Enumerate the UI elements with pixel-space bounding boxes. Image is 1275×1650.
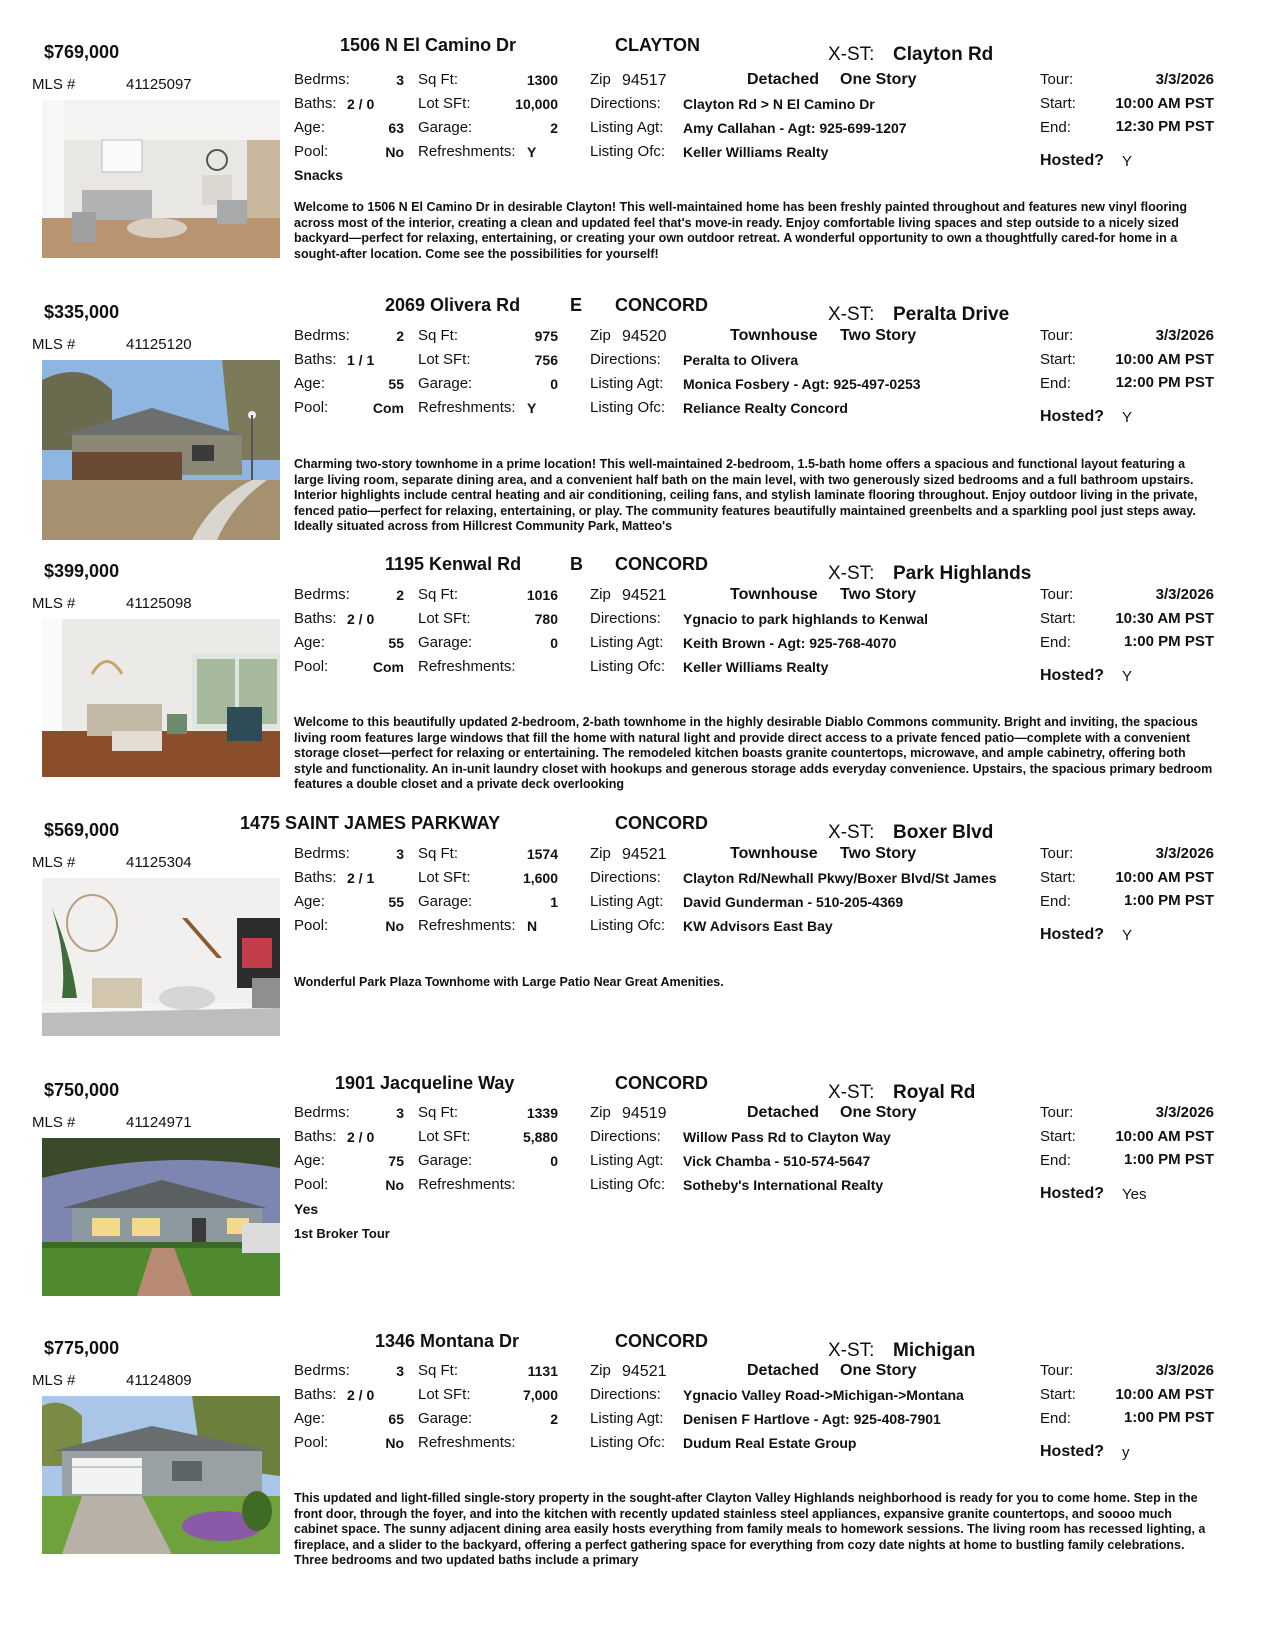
listing-office-label: Listing Ofc: bbox=[590, 658, 666, 675]
lot-sqft-value: 1,600 bbox=[522, 870, 558, 886]
refreshments-value: Y bbox=[527, 144, 537, 160]
cross-street: Park Highlands bbox=[893, 563, 1032, 584]
sqft-value: 975 bbox=[534, 328, 558, 344]
age-label: Age: bbox=[294, 893, 325, 910]
xst-label: X-ST: bbox=[828, 1082, 875, 1103]
pool-value: No bbox=[385, 144, 404, 160]
end-time: 1:00 PM PST bbox=[1123, 1409, 1214, 1426]
listing-note-secondary: 1st Broker Tour bbox=[294, 1226, 390, 1241]
listing-city: CONCORD bbox=[615, 1331, 708, 1351]
property-type: Detached bbox=[747, 1104, 820, 1121]
refreshments-label: Refreshments: bbox=[418, 1434, 516, 1451]
sqft-label: Sq Ft: bbox=[418, 1362, 459, 1379]
listing-price: $569,000 bbox=[44, 820, 120, 840]
garage-label: Garage: bbox=[418, 893, 473, 910]
hosted-value: Y bbox=[1122, 409, 1133, 426]
zip-label: Zip bbox=[590, 586, 611, 603]
start-label: Start: bbox=[1040, 869, 1076, 886]
listing-agent-label: Listing Agt: bbox=[590, 634, 664, 651]
lot-sqft-value: 7,000 bbox=[522, 1387, 558, 1403]
listing-address: 1195 Kenwal Rd bbox=[385, 554, 522, 574]
bedrooms-label: Bedrms: bbox=[294, 586, 350, 603]
baths-label: Baths: bbox=[294, 610, 337, 627]
zip-label: Zip bbox=[590, 1362, 611, 1379]
living-room-photo bbox=[42, 878, 280, 1036]
hosted-label: Hosted? bbox=[1040, 408, 1104, 425]
refreshments-label: Refreshments: bbox=[418, 1176, 516, 1193]
pool-value: No bbox=[385, 918, 404, 934]
garage-label: Garage: bbox=[418, 119, 473, 136]
baths-value: 1 / 1 bbox=[347, 352, 375, 368]
listing-photo[interactable] bbox=[42, 1396, 280, 1554]
baths-value: 2 / 0 bbox=[347, 1129, 375, 1145]
listing-price: $775,000 bbox=[44, 1338, 120, 1358]
lot-sqft-label: Lot SFt: bbox=[418, 1386, 471, 1403]
start-label: Start: bbox=[1040, 610, 1076, 627]
bedrooms-label: Bedrms: bbox=[294, 71, 350, 88]
listing-agent-value: Denisen F Hartlove - Agt: 925-408-7901 bbox=[683, 1411, 941, 1427]
end-label: End: bbox=[1040, 634, 1071, 651]
start-time: 10:00 AM PST bbox=[1115, 869, 1214, 886]
directions-label: Directions: bbox=[590, 1386, 661, 1403]
listing-agent-value: Keith Brown - Agt: 925-768-4070 bbox=[683, 635, 897, 651]
listing-agent-value: Amy Callahan - Agt: 925-699-1207 bbox=[683, 120, 907, 136]
sqft-value: 1300 bbox=[526, 72, 558, 88]
xst-label: X-ST: bbox=[828, 563, 875, 584]
mls-label: MLS # bbox=[32, 595, 76, 612]
property-story: Two Story bbox=[840, 845, 917, 862]
start-time: 10:00 AM PST bbox=[1115, 95, 1214, 112]
garage-value: 0 bbox=[550, 635, 558, 651]
refreshments-label: Refreshments: bbox=[418, 399, 516, 416]
listing-3 bbox=[0, 549, 1275, 809]
garage-value: 0 bbox=[550, 376, 558, 392]
end-time: 12:00 PM PST bbox=[1115, 374, 1214, 391]
mls-number: 41125098 bbox=[126, 595, 192, 612]
townhouse-exterior-photo bbox=[42, 360, 280, 540]
baths-value: 2 / 0 bbox=[347, 96, 375, 112]
sqft-label: Sq Ft: bbox=[418, 327, 459, 344]
listing-city: CONCORD bbox=[615, 813, 708, 833]
living-room-photo bbox=[42, 619, 280, 777]
listing-city: CONCORD bbox=[615, 295, 708, 315]
bedrooms-label: Bedrms: bbox=[294, 1104, 350, 1121]
property-story: One Story bbox=[840, 1362, 917, 1379]
listing-description: Welcome to this beautifully updated 2-bedroom, 2-bath townhome in the highly desirable Diablo Commons community. Bright and inviting, the spacious living room features large windows that fill the home with natural light and provide direct access to a private fenced patio—complete with a convenient storage closet—perfect for relaxing or entertaining. The remodeled kitchen boasts granite countertops, microwave, and ample cabinetry, offering both style and functionality. An in-unit laundry closet with hookups and generous storage adds everyday convenience. Upstairs, the spacious primary bedroom features a double closet and a private deck overlooking bbox=[294, 715, 1213, 791]
baths-label: Baths: bbox=[294, 869, 337, 886]
end-label: End: bbox=[1040, 893, 1071, 910]
pool-label: Pool: bbox=[294, 917, 329, 934]
xst-label: X-ST: bbox=[828, 822, 875, 843]
lot-sqft-label: Lot SFt: bbox=[418, 351, 471, 368]
bedrooms-value: 2 bbox=[396, 587, 404, 603]
zip-value: 94517 bbox=[622, 72, 667, 89]
age-value: 75 bbox=[388, 1153, 404, 1169]
age-value: 65 bbox=[388, 1411, 404, 1427]
mls-label: MLS # bbox=[32, 1114, 76, 1131]
tour-label: Tour: bbox=[1040, 327, 1074, 344]
end-label: End: bbox=[1040, 1152, 1071, 1169]
zip-value: 94521 bbox=[622, 1363, 667, 1380]
mls-label: MLS # bbox=[32, 76, 76, 93]
listing-description: Wonderful Park Plaza Townhome with Large Patio Near Great Amenities. bbox=[294, 975, 724, 989]
hosted-value: Yes bbox=[1122, 1186, 1147, 1203]
directions-label: Directions: bbox=[590, 95, 661, 112]
pool-label: Pool: bbox=[294, 1176, 329, 1193]
living-room-photo bbox=[42, 100, 280, 258]
age-label: Age: bbox=[294, 634, 325, 651]
baths-label: Baths: bbox=[294, 95, 337, 112]
tour-label: Tour: bbox=[1040, 586, 1074, 603]
lot-sqft-label: Lot SFt: bbox=[418, 869, 471, 886]
garage-value: 1 bbox=[550, 894, 558, 910]
garage-label: Garage: bbox=[418, 634, 473, 651]
directions-value: Clayton Rd > N El Camino Dr bbox=[683, 96, 875, 112]
bedrooms-label: Bedrms: bbox=[294, 327, 350, 344]
age-value: 55 bbox=[388, 894, 404, 910]
sqft-label: Sq Ft: bbox=[418, 71, 459, 88]
listing-photo[interactable] bbox=[42, 619, 280, 777]
age-value: 63 bbox=[388, 120, 404, 136]
zip-value: 94521 bbox=[622, 846, 667, 863]
refreshments-value: N bbox=[527, 918, 538, 934]
directions-label: Directions: bbox=[590, 351, 661, 368]
tour-date: 3/3/2026 bbox=[1155, 327, 1214, 344]
zip-label: Zip bbox=[590, 845, 611, 862]
hosted-label: Hosted? bbox=[1040, 1443, 1104, 1460]
refreshments-value: Y bbox=[527, 400, 537, 416]
listing-agent-value: David Gunderman - 510-205-4369 bbox=[683, 894, 904, 910]
listing-city: CONCORD bbox=[615, 1073, 708, 1093]
listing-2 bbox=[0, 290, 1275, 550]
listing-photo[interactable] bbox=[42, 1138, 280, 1296]
listing-office-value: Keller Williams Realty bbox=[683, 144, 829, 160]
pool-label: Pool: bbox=[294, 143, 329, 160]
listing-photo[interactable] bbox=[42, 360, 280, 540]
sqft-value: 1574 bbox=[526, 846, 558, 862]
tour-date: 3/3/2026 bbox=[1155, 71, 1214, 88]
refreshments-label: Refreshments: bbox=[418, 917, 516, 934]
listing-office-value: Dudum Real Estate Group bbox=[683, 1435, 857, 1451]
end-time: 1:00 PM PST bbox=[1123, 892, 1214, 909]
house-exterior-photo bbox=[42, 1138, 280, 1296]
mls-number: 41124809 bbox=[126, 1372, 192, 1389]
hosted-label: Hosted? bbox=[1040, 1185, 1104, 1202]
directions-label: Directions: bbox=[590, 1128, 661, 1145]
start-label: Start: bbox=[1040, 1128, 1076, 1145]
tour-label: Tour: bbox=[1040, 71, 1074, 88]
pool-label: Pool: bbox=[294, 658, 329, 675]
mls-label: MLS # bbox=[32, 854, 76, 871]
pool-value: No bbox=[385, 1435, 404, 1451]
baths-value: 2 / 1 bbox=[347, 870, 375, 886]
tour-date: 3/3/2026 bbox=[1155, 586, 1214, 603]
age-value: 55 bbox=[388, 376, 404, 392]
listing-city: CLAYTON bbox=[615, 35, 701, 55]
hosted-value: y bbox=[1122, 1444, 1130, 1461]
sqft-value: 1131 bbox=[527, 1363, 558, 1379]
listing-1 bbox=[0, 30, 1275, 290]
end-time: 12:30 PM PST bbox=[1115, 118, 1214, 135]
age-label: Age: bbox=[294, 119, 325, 136]
listing-price: $750,000 bbox=[44, 1080, 120, 1100]
zip-value: 94521 bbox=[622, 587, 667, 604]
start-time: 10:00 AM PST bbox=[1115, 1386, 1214, 1403]
start-label: Start: bbox=[1040, 1386, 1076, 1403]
age-value: 55 bbox=[388, 635, 404, 651]
directions-value: Ygnacio Valley Road->Michigan->Montana bbox=[683, 1387, 964, 1403]
listing-agent-label: Listing Agt: bbox=[590, 1152, 664, 1169]
baths-label: Baths: bbox=[294, 351, 337, 368]
property-story: Two Story bbox=[840, 586, 917, 603]
lot-sqft-label: Lot SFt: bbox=[418, 610, 471, 627]
listing-office-label: Listing Ofc: bbox=[590, 1176, 666, 1193]
listing-city: CONCORD bbox=[615, 554, 708, 574]
tour-label: Tour: bbox=[1040, 1104, 1074, 1121]
zip-label: Zip bbox=[590, 327, 611, 344]
mls-number: 41125304 bbox=[126, 854, 192, 871]
sqft-value: 1339 bbox=[526, 1105, 558, 1121]
xst-label: X-ST: bbox=[828, 304, 875, 325]
garage-label: Garage: bbox=[418, 1152, 473, 1169]
listing-description: Welcome to 1506 N El Camino Dr in desirable Clayton! This well-maintained home has been freshly painted throughout and features new vinyl flooring across most of the interior, creating a clean and updated feel that's move-in ready. Enjoy comfortable living spaces and step outside to a nicely sized backyard—perfect for relaxing, entertaining, or creating your own outdoor retreat. A wonderful opportunity to own a thoughtfully cared-for home in a sought-after location. Come see the possibilities for yourself! bbox=[294, 200, 1187, 261]
hosted-label: Hosted? bbox=[1040, 926, 1104, 943]
zip-value: 94519 bbox=[622, 1105, 667, 1122]
mls-label: MLS # bbox=[32, 1372, 76, 1389]
end-label: End: bbox=[1040, 1410, 1071, 1427]
end-label: End: bbox=[1040, 119, 1071, 136]
listing-address: 1475 SAINT JAMES PARKWAY bbox=[240, 813, 501, 833]
pool-value: Com bbox=[372, 659, 404, 675]
listing-description: Charming two-story townhome in a prime location! This well-maintained 2-bedroom, 1.5-bath home offers a spacious and functional layout featuring a large living room, separate dining area, and a convenient half bath on the main level, with two generously sized bedrooms and a full bathroom upstairs. Interior highlights include central heating and air conditioning, ceiling fans, and stylish laminate flooring throughout. Enjoy outdoor living in the private, fenced patio—perfect for relaxing, entertaining, or play. The community features beautifully maintained greenbelts and a sparkling pool just steps away. Ideally situated across from Hillcrest Community Park, Matteo's bbox=[294, 457, 1198, 533]
bedrooms-label: Bedrms: bbox=[294, 845, 350, 862]
listing-address: 2069 Olivera Rd bbox=[385, 295, 521, 315]
bedrooms-label: Bedrms: bbox=[294, 1362, 350, 1379]
mls-label: MLS # bbox=[32, 336, 76, 353]
listing-office-value: Keller Williams Realty bbox=[683, 659, 829, 675]
zip-label: Zip bbox=[590, 1104, 611, 1121]
cross-street: Clayton Rd bbox=[893, 44, 994, 65]
listing-unit: B bbox=[570, 554, 583, 574]
tour-label: Tour: bbox=[1040, 1362, 1074, 1379]
lot-sqft-label: Lot SFt: bbox=[418, 1128, 471, 1145]
garage-value: 0 bbox=[550, 1153, 558, 1169]
listing-office-value: KW Advisors East Bay bbox=[683, 918, 833, 934]
garage-label: Garage: bbox=[418, 1410, 473, 1427]
listing-agent-label: Listing Agt: bbox=[590, 375, 664, 392]
listing-office-value: Sotheby's International Realty bbox=[683, 1177, 884, 1193]
tour-label: Tour: bbox=[1040, 845, 1074, 862]
tour-date: 3/3/2026 bbox=[1155, 1362, 1214, 1379]
pool-label: Pool: bbox=[294, 1434, 329, 1451]
directions-value: Peralta to Olivera bbox=[683, 352, 799, 368]
sqft-value: 1016 bbox=[526, 587, 558, 603]
listing-agent-value: Monica Fosbery - Agt: 925-497-0253 bbox=[683, 376, 921, 392]
listing-note: Snacks bbox=[294, 167, 344, 183]
listing-office-label: Listing Ofc: bbox=[590, 143, 666, 160]
property-type: Townhouse bbox=[730, 586, 818, 603]
listing-photo[interactable] bbox=[42, 878, 280, 1036]
baths-label: Baths: bbox=[294, 1128, 337, 1145]
listing-4 bbox=[0, 808, 1275, 1068]
start-label: Start: bbox=[1040, 95, 1076, 112]
garage-value: 2 bbox=[550, 1411, 558, 1427]
sqft-label: Sq Ft: bbox=[418, 845, 459, 862]
end-time: 1:00 PM PST bbox=[1123, 1151, 1214, 1168]
refreshments-label: Refreshments: bbox=[418, 658, 516, 675]
listing-unit: E bbox=[570, 295, 583, 315]
directions-value: Ygnacio to park highlands to Kenwal bbox=[683, 611, 929, 627]
start-time: 10:00 AM PST bbox=[1115, 351, 1214, 368]
xst-label: X-ST: bbox=[828, 1340, 875, 1361]
baths-label: Baths: bbox=[294, 1386, 337, 1403]
garage-label: Garage: bbox=[418, 375, 473, 392]
mls-number: 41125097 bbox=[126, 76, 192, 93]
bedrooms-value: 3 bbox=[396, 846, 404, 862]
refreshments-label: Refreshments: bbox=[418, 143, 516, 160]
house-exterior-photo bbox=[42, 1396, 280, 1554]
property-story: One Story bbox=[840, 71, 917, 88]
directions-label: Directions: bbox=[590, 610, 661, 627]
garage-value: 2 bbox=[550, 120, 558, 136]
listing-office-label: Listing Ofc: bbox=[590, 399, 666, 416]
listing-agent-label: Listing Agt: bbox=[590, 893, 664, 910]
baths-value: 2 / 0 bbox=[347, 611, 375, 627]
zip-label: Zip bbox=[590, 71, 611, 88]
listing-5 bbox=[0, 1068, 1275, 1328]
sqft-label: Sq Ft: bbox=[418, 1104, 459, 1121]
property-type: Townhouse bbox=[730, 327, 818, 344]
lot-sqft-value: 5,880 bbox=[522, 1129, 558, 1145]
start-label: Start: bbox=[1040, 351, 1076, 368]
listing-photo[interactable] bbox=[42, 100, 280, 258]
listing-description: This updated and light-filled single-story property in the sought-after Clayton Valley Highlands neighborhood is ready for you to come home. Step in the front door, through the foyer, and into the kitchen with recently updated stainless steel appliances, expansive granite countertops, and soooo much cabinet space. The sunny adjacent dining area easily hosts everything from family meals to homework sessions. The living room has recessed lighting, a fireplace, and a slider to the backyard, offering a perfect gathering space for everything from cozy date nights at home to bustling family celebrations. Three bedrooms and two updated baths include a primary bbox=[294, 1491, 1206, 1567]
age-label: Age: bbox=[294, 1410, 325, 1427]
start-time: 10:00 AM PST bbox=[1115, 1128, 1214, 1145]
lot-sqft-value: 756 bbox=[534, 352, 558, 368]
listing-address: 1346 Montana Dr bbox=[375, 1331, 520, 1351]
start-time: 10:30 AM PST bbox=[1115, 610, 1214, 627]
cross-street: Boxer Blvd bbox=[893, 822, 994, 843]
listing-office-value: Reliance Realty Concord bbox=[683, 400, 848, 416]
listing-office-label: Listing Ofc: bbox=[590, 1434, 666, 1451]
property-type: Detached bbox=[747, 1362, 820, 1379]
listing-price: $769,000 bbox=[44, 42, 120, 62]
cross-street: Michigan bbox=[893, 1340, 976, 1361]
mls-number: 41125120 bbox=[126, 336, 192, 353]
tour-date: 3/3/2026 bbox=[1155, 845, 1214, 862]
lot-sqft-value: 780 bbox=[534, 611, 558, 627]
hosted-value: Y bbox=[1122, 153, 1133, 170]
tour-date: 3/3/2026 bbox=[1155, 1104, 1214, 1121]
lot-sqft-value: 10,000 bbox=[515, 96, 558, 112]
hosted-label: Hosted? bbox=[1040, 152, 1104, 169]
bedrooms-value: 3 bbox=[396, 1105, 404, 1121]
mls-number: 41124971 bbox=[126, 1114, 192, 1131]
sqft-label: Sq Ft: bbox=[418, 586, 459, 603]
hosted-label: Hosted? bbox=[1040, 667, 1104, 684]
listing-address: 1506 N El Camino Dr bbox=[340, 35, 517, 55]
listing-price: $335,000 bbox=[44, 302, 120, 322]
end-time: 1:00 PM PST bbox=[1123, 633, 1214, 650]
property-type: Townhouse bbox=[730, 845, 818, 862]
hosted-value: Y bbox=[1122, 668, 1133, 685]
bedrooms-value: 2 bbox=[396, 328, 404, 344]
bedrooms-value: 3 bbox=[396, 72, 404, 88]
zip-value: 94520 bbox=[622, 328, 667, 345]
listing-note: Yes bbox=[294, 1201, 319, 1217]
age-label: Age: bbox=[294, 1152, 325, 1169]
directions-label: Directions: bbox=[590, 869, 661, 886]
property-story: One Story bbox=[840, 1104, 917, 1121]
listing-agent-value: Vick Chamba - 510-574-5647 bbox=[683, 1153, 871, 1169]
end-label: End: bbox=[1040, 375, 1071, 392]
xst-label: X-ST: bbox=[828, 44, 875, 65]
directions-value: Willow Pass Rd to Clayton Way bbox=[683, 1129, 891, 1145]
cross-street: Royal Rd bbox=[893, 1082, 976, 1103]
pool-label: Pool: bbox=[294, 399, 329, 416]
cross-street: Peralta Drive bbox=[893, 304, 1010, 325]
baths-value: 2 / 0 bbox=[347, 1387, 375, 1403]
pool-value: No bbox=[385, 1177, 404, 1193]
hosted-value: Y bbox=[1122, 927, 1133, 944]
bedrooms-value: 3 bbox=[396, 1363, 404, 1379]
age-label: Age: bbox=[294, 375, 325, 392]
pool-value: Com bbox=[372, 400, 404, 416]
listing-6 bbox=[0, 1326, 1275, 1586]
lot-sqft-label: Lot SFt: bbox=[418, 95, 471, 112]
property-story: Two Story bbox=[840, 327, 917, 344]
listing-agent-label: Listing Agt: bbox=[590, 1410, 664, 1427]
property-type: Detached bbox=[747, 71, 820, 88]
directions-value: Clayton Rd/Newhall Pkwy/Boxer Blvd/St James bbox=[683, 870, 997, 886]
listing-address: 1901 Jacqueline Way bbox=[335, 1073, 515, 1093]
listing-office-label: Listing Ofc: bbox=[590, 917, 666, 934]
listing-agent-label: Listing Agt: bbox=[590, 119, 664, 136]
listing-price: $399,000 bbox=[44, 561, 120, 581]
